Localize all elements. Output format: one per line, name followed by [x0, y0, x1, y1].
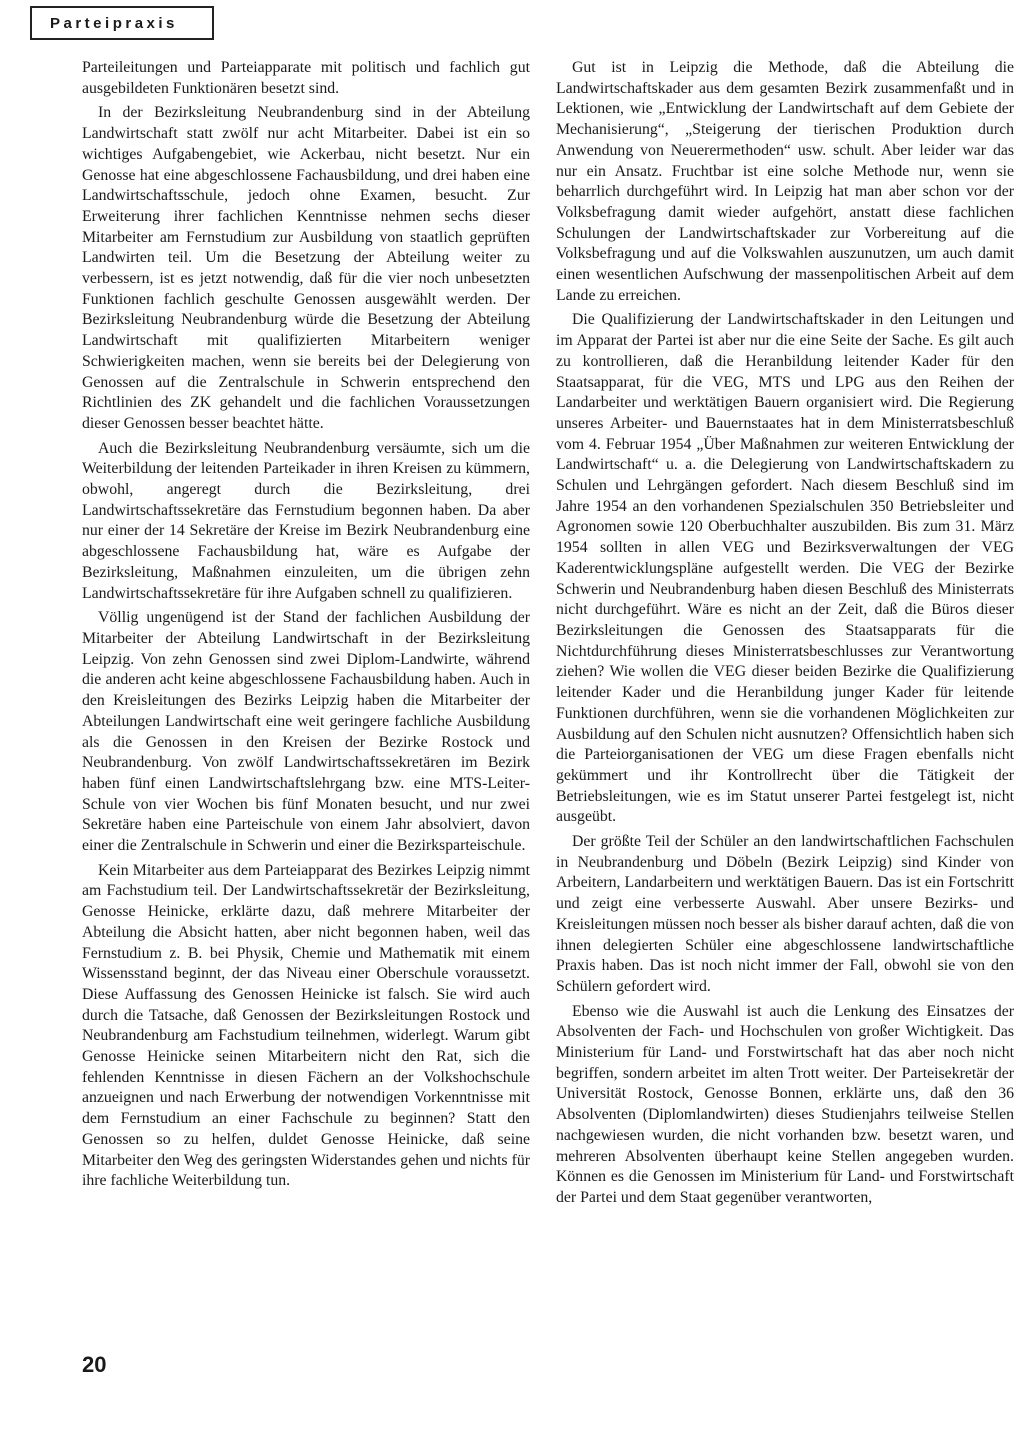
paragraph: Die Qualifizierung der Landwirtschaftskader in den Leitungen und im Apparat der Partei ist aber nur die eine Seite der Sache. Es gilt auch zu kontrollieren, daß die Heranbildung leitender Kader für den Staatsapparat, für die VEG, MTS und LPG aus den Reihen der Landarbeiter und werktätigen Bauern organisiert wird. Die Regierung unseres Arbeiter- und Bauernstaates hat in dem Ministerratsbeschluß vom 4. Februar 1954 „Über Maßnahmen zur weiteren Entwicklung der Landwirtschaft“ u. a. die Delegierung von Landwirtschaftskadern zu Schulen und Lehrgängen gefordert. Nach diesem Beschluß sind im Jahre 1954 an den vorhandenen Spezialschulen 350 Betriebsleiter und Agronomen sowie 120 Oberbuchhalter auszubilden. Bis zum 31. März 1954 sollten in allen VEG und Bezirksverwaltungen der VEG Kaderentwicklungspläne aufgestellt werden. Die VEG der Bezirke Schwerin und Neubrandenburg haben diesen Beschluß des Ministerrats nicht durchgeführt. Wäre es nicht an der Zeit, daß die Büros dieser Bezirksleitungen die Genossen des Staatsapparats für die Nichtdurchführung dieses Ministerratsbeschlusses zur Verantwortung ziehen? Wie wollen die VEG dieser beiden Bezirke die Qualifizierung leitender Kader und die Heranbildung junger Kader für leitende Funktionen durchführen, wenn sie die vorhandenen Möglichkeiten zur Ausbildung auf den Schulen nicht ausnutzen? Offensichtlich haben sich die Parteiorganisationen der VEG um diese Fragen ebenfalls nicht gekümmert und ihr Kontrollrecht über die Tätigkeit der Betriebsleitungen, wie es im Statut unserer Partei festgelegt ist, nicht ausgeübt. — [556, 311, 1014, 826]
right-column — [556, 58, 1014, 1213]
paragraph: Gut ist in Leipzig die Methode, daß die Abteilung die Landwirtschaftskader aus dem gesamten Bezirk zusammenfaßt und in Lektionen, wie „Entwicklung der Landwirtschaft auf dem Gebiete der Mechanisierung“, „Steigerung der tierischen Produktion durch Anwendung von Neuerermethoden“ usw. schult. Aber leider war das nur ein Ansatz. Fruchtbar ist eine solche Methode nur, wenn sie beharrlich durchgeführt wird. In Leipzig hat man aber schon vor der Volksbefragung damit wieder aufgehört, anstatt diese fachlichen Schulungen der Landwirtschaftskader zur Vorbereitung auf die Volksbefragung und auf die Volkswahlen auszunutzen, um auch damit einen wesentlichen Aufschwung der massenpolitischen Arbeit auf dem Lande zu erreichen. — [556, 59, 1014, 304]
page-number: 20 — [82, 1352, 107, 1377]
paragraph: Auch die Bezirksleitung Neubrandenburg versäumte, sich um die Weiterbildung der leitenden Parteikader in ihren Kreisen zu kümmern, obwohl, angeregt durch die Bezirksleitung, drei Landwirtschaftssekretäre das Fernstudium begonnen haben. Da aber nur einer der 14 Sekretäre der Kreise im Bezirk Neubrandenburg eine abgeschlossene Fachausbildung hat, wäre es Aufgabe der Bezirksleitung, Maßnahmen einzuleiten, um die übrigen zehn Landwirtschaftssekretäre für ihre Aufgaben schnell zu qualifizieren. — [82, 439, 530, 602]
paragraph: Ebenso wie die Auswahl ist auch die Lenkung des Einsatzes der Absolventen der Fach- und Hochschulen von großer Wichtigkeit. Das Ministerium für Land- und Forstwirtschaft hat das aber noch nicht begriffen, sondern arbeitet im alten Trott weiter. Der Parteisekretär der Universität Rostock, Genosse Bonnen, erklärte uns, daß den 36 Absolventen (Diplomlandwirten) dieses Studienjahrs teilweise Stellen nachgewiesen wurden, die nicht vorhanden bzw. besetzt waren, und mehreren Absolventen überhaupt keine Stellen angegeben wurden. Können es die Genossen im Ministerium für Land- und Forstwirtschaft der Partei und dem Staat gegenüber verantworten, — [556, 1002, 1014, 1206]
section-label: Parteipraxis — [50, 14, 178, 32]
paragraph: Völlig ungenügend ist der Stand der fachlichen Ausbildung der Mitarbeiter der Abteilung Landwirtschaft in der Bezirksleitung Leipzig. Von zehn Genossen sind zwei Diplom-Landwirte, während die anderen acht keine abgeschlossene Fachausbildung haben. Auch in den Kreisleitungen des Bezirks Leipzig haben die Mitarbeiter der Abteilungen Landwirtschaft eine weit geringere fachliche Ausbildung als die Genossen in den Kreisen der Bezirke Rostock und Neubrandenburg. Von zwölf Landwirtschaftssekretären im Bezirk haben fünf einen Landwirtschaftslehrgang bzw. eine MTS-Leiter-Schule von vier Wochen bis fünf Monaten besucht, und nur zwei Sekretäre haben eine Parteischule von einem Jahr absolviert, davon einer die Zentralschule in Schwerin und einer die Bezirksparteischule. — [82, 609, 530, 855]
paragraph: Der größte Teil der Schüler an den landwirtschaftlichen Fachschulen in Neubrandenburg und Döbeln (Bezirk Leipzig) sind Kinder von Arbeitern, Landarbeitern und werktätigen Bauern. Das ist ein Fortschritt und zeigt eine verbesserte Auswahl. Aber unsere Bezirks- und Kreisleitungen müssen noch besser als bisher darauf achten, daß die von ihnen delegierten Schüler eine abgeschlossene landwirtschaftliche Praxis haben. Das ist noch nicht immer der Fall, obwohl sie von den Schülern gefordert wird. — [556, 833, 1014, 995]
section-header — [30, 6, 214, 40]
paragraph: Kein Mitarbeiter aus dem Parteiapparat des Bezirkes Leipzig nimmt am Fachstudium teil. Der Landwirtschaftssekretär der Bezirksleitung, Genosse Heinicke, erklärte dazu, daß mehrere Mitarbeiter der Abteilung die Absicht hatten, aber nicht begonnen haben, weil das Fernstudium z. B. bei Physik, Chemie und Mathematik mit einem Wissensstand beginnt, der das Niveau einer Oberschule voraussetzt. Diese Auffassung des Genossen Heinicke ist falsch. Sie wird auch durch die Tatsache, daß Genossen der Bezirksleitungen Rostock und Neubrandenburg am Fachstudium teilnehmen, widerlegt. Warum gibt Genosse Heinicke seinen Mitarbeitern nicht den Rat, sich die fehlenden Kenntnisse in diesen Fächern an der Volkshochschule anzueignen und nach Erwerbung der notwendigen Vorkenntnisse mit dem Fernstudium an einer Fachschule zu beginnen? Statt den Genossen so zu helfen, duldet Genosse Heinicke, daß seine Mitarbeiter den Weg des geringsten Widerstandes gehen und nichts für ihre fachliche Weiterbildung tun. — [82, 861, 530, 1190]
left-column — [82, 58, 530, 1196]
paragraph: In der Bezirksleitung Neubrandenburg sind in der Abteilung Landwirtschaft statt zwölf nur acht Mitarbeiter. Dabei ist ein so wichtiges Aufgabengebiet, wie Ackerbau, nicht besetzt. Nur ein Genosse hat eine abgeschlossene Fachausbildung, und drei haben eine Landwirtschaftsschule, jedoch ohne Examen, besucht. Zur Erweiterung ihrer fachlichen Kenntnisse nehmen sechs dieser Mitarbeiter am Fernstudium zur Ausbildung von staatlich geprüften Landwirten teil. Um die Besetzung der Abteilung weiter zu verbessern, ist es jetzt notwendig, daß für die vier noch unbesetzten Funktionen fachlich geschulte Genossen ausgewählt werden. Der Bezirksleitung Neubrandenburg würde die Besetzung der Abteilung Landwirtschaft mit qualifizierten Mitarbeitern weniger Schwierigkeiten machen, wenn sie bereits bei der Delegierung von Genossen auf die Zentralschule in Schwerin entsprechend den Richtlinien des ZK gehandelt und die fachlichen Voraussetzungen dieser Genossen besser beachtet hätte. — [82, 104, 530, 432]
paragraph: Parteileitungen und Parteiapparate mit politisch und fachlich gut ausgebildeten Funktionären besetzt sind. — [82, 59, 530, 97]
